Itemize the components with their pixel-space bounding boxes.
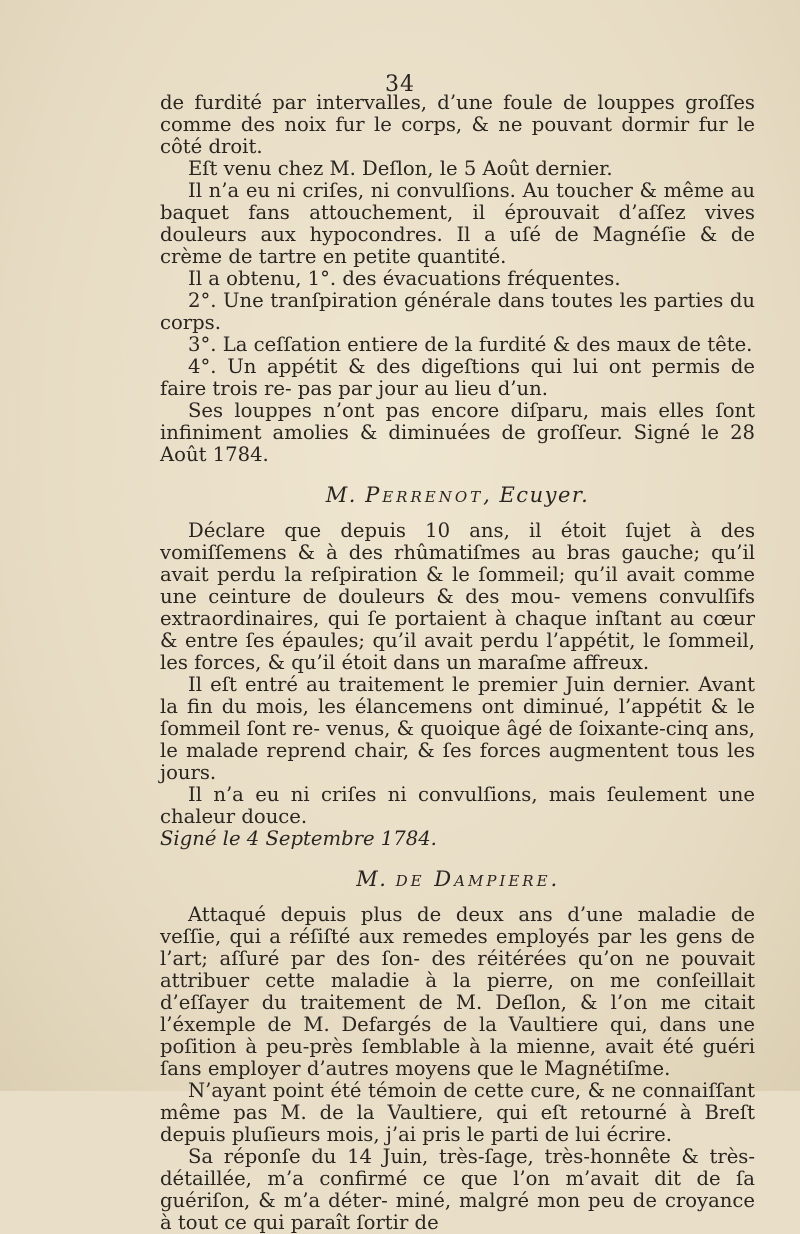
heading-name: Perrenot (365, 483, 484, 507)
heading-suffix: , Ecuyer. (483, 483, 590, 507)
paragraph: Ses louppes n’ont pas encore diſparu, mais elles ſont infiniment amolies & diminuées de groſſeur. Signé le 28 Août 1784. (160, 399, 755, 466)
section-deslon (160, 92, 755, 466)
paragraph: Il n’a eu ni criſes ni convulſions, mais ſeulement une chaleur douce. (160, 783, 755, 828)
paragraph: Il n’a eu ni criſes, ni convulſions. Au toucher & même au baquet fans attouchement, il éprouvait d’aſſez vives douleurs aux hypocondres. Il a uſé de Magnéſie & de crème de tartre en petite quantité. (160, 179, 755, 268)
paragraph: Il eſt entré au traitement le premier Juin dernier. Avant la fin du mois, les élancemens ont diminué, l’appétit & le ſommeil ſont re- venus, & quoique âgé de ſoixante-cinq ans, le malade reprend chair, & ſes forces augmentent tous les jours. (160, 673, 755, 784)
heading-prefix: M. (325, 483, 357, 507)
paragraph: 2°. Une tranſpiration générale dans toutes les parties du corps. (160, 289, 755, 334)
paragraph: Attaqué depuis plus de deux ans d’une maladie de veſſie, qui a réſiſté aux remedes employés par les gens de l’art; aſſuré par des ſon- des réitérées qu’on ne pouvait attribuer cette maladie à la pierre, on me conſeillait d’eſſayer du traitement de M. Deſlon, & l’on me citait l’éxemple de M. Defargés de la Vaultiere qui, dans une poſition à peu-près ſemblable à la mienne, avait été guéri ſans employer d’autres moyens que le Magnétiſme. (160, 903, 755, 1080)
heading-perrenot (160, 484, 755, 506)
heading-prefix: M. (356, 867, 388, 891)
paragraph: N’ayant point été témoin de cette cure, & ne connaiſſant même pas M. de la Vaultiere, qui eſt retourné à Breſt depuis pluſieurs mois, j’ai pris le parti de lui écrire. (160, 1079, 755, 1146)
section-perrenot (160, 520, 755, 850)
heading-name: de Dampiere (395, 867, 551, 891)
section-dampiere (160, 904, 755, 1234)
paragraph: Il a obtenu, 1°. des évacuations fréquentes. (188, 267, 621, 290)
paragraph: 4°. Un appétit & des digeſtions qui lui ont permis de faire trois re- pas par jour au lieu d’un. (160, 355, 755, 400)
paragraph: Déclare que depuis 10 ans, il étoit ſujet à des vomiſſemens & à des rhûmatiſmes au bras gauche; qu’il avait perdu la reſpiration & le ſommeil; qu’il avait comme une ceinture de douleurs & des mou- vemens convulſifs extraordinaires, qui ſe portaient à chaque inſtant au cœur & entre ſes épaules; qu’il avait perdu l’appétit, le ſommeil, les forces, & qu’il étoit dans un maraſme affreux. (160, 519, 755, 674)
paragraph: de furdité par intervalles, d’une foule de louppes groſſes comme des noix fur le corps, & ne pouvant dormir fur le côté droit. (160, 91, 755, 158)
page-number: 34 (385, 72, 415, 97)
paragraph: 3°. La ceſſation entiere de la furdité & des maux de tête. (188, 333, 753, 356)
paragraph: Sa réponſe du 14 Juin, très-ſage, très-honnête & très-détaillée, m’a confirmé ce que l’on m’avait dit de ſa guériſon, & m’a déter- miné, malgré mon peu de croyance à tout ce qui paraît ſortir de (160, 1145, 755, 1234)
paragraph: Eſt venu chez M. Deſlon, le 5 Août dernier. (188, 157, 613, 180)
paragraph: Signé le 4 Septembre 1784. (160, 827, 437, 850)
heading-suffix: . (550, 867, 559, 891)
heading-dampiere (160, 868, 755, 890)
page-text (160, 92, 755, 1234)
